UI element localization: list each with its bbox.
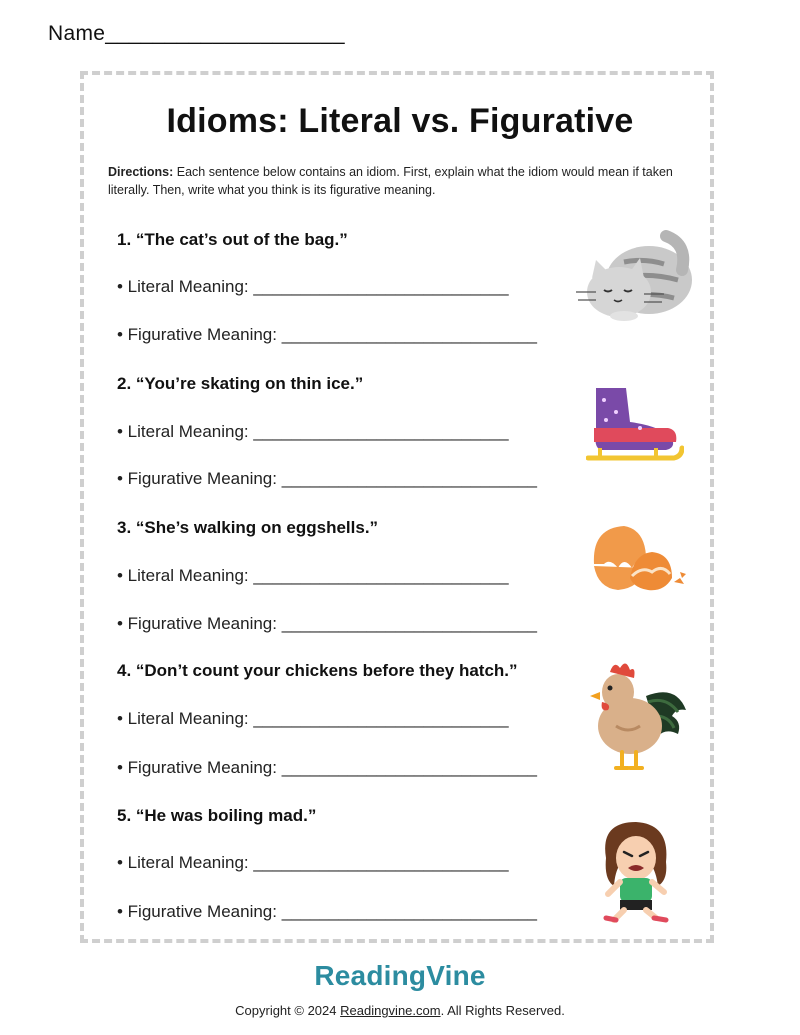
question-3-literal-line[interactable]: • Literal Meaning: ___________________________: [117, 566, 509, 585]
copyright-notice: [0, 1003, 800, 1018]
copyright-suffix: . All Rights Reserved.: [440, 1003, 565, 1018]
ice-skate-icon: [586, 382, 684, 464]
question-1-figurative-line[interactable]: • Figurative Meaning: ___________________________: [117, 325, 537, 344]
eggshell-icon: [586, 524, 690, 594]
angry-girl-icon: [594, 818, 678, 924]
question-1-literal-line[interactable]: • Literal Meaning: ___________________________: [117, 277, 509, 296]
readingvine-logo: ReadingVine: [314, 960, 486, 991]
directions-label: Directions:: [108, 165, 174, 179]
copyright-prefix: Copyright © 2024: [235, 1003, 341, 1018]
question-4-literal-line[interactable]: • Literal Meaning: ___________________________: [117, 709, 509, 728]
question-2-figurative-line[interactable]: • Figurative Meaning: ___________________________: [117, 469, 537, 488]
chicken-icon: [586, 656, 688, 774]
directions: [108, 163, 688, 199]
question-4-figurative-line[interactable]: • Figurative Meaning: ___________________________: [117, 758, 537, 777]
question-5-literal-line[interactable]: • Literal Meaning: ___________________________: [117, 853, 509, 872]
question-3-title: 3. “She’s walking on eggshells.”: [117, 518, 379, 537]
question-4-title: 4. “Don’t count your chickens before they hatch.”: [117, 661, 518, 680]
directions-text: Each sentence below contains an idiom. First, explain what the idiom would mean if taken literally. Then, write what you think is its figurative meaning.: [108, 165, 673, 197]
question-5-title: 5. “He was boiling mad.”: [117, 806, 317, 825]
readingvine-link[interactable]: Readingvine.com: [340, 1003, 441, 1018]
cat-icon: [574, 222, 696, 322]
question-5-figurative-line[interactable]: • Figurative Meaning: ___________________________: [117, 902, 537, 921]
question-2-title: 2. “You’re skating on thin ice.”: [117, 374, 364, 393]
question-2-literal-line[interactable]: • Literal Meaning: ___________________________: [117, 422, 509, 441]
question-1-title: 1. “The cat’s out of the bag.”: [117, 230, 348, 249]
question-3-figurative-line[interactable]: • Figurative Meaning: ___________________________: [117, 614, 537, 633]
worksheet-title: Idioms: Literal vs. Figurative: [166, 102, 634, 140]
name-field-label: Name____________________: [48, 22, 345, 45]
